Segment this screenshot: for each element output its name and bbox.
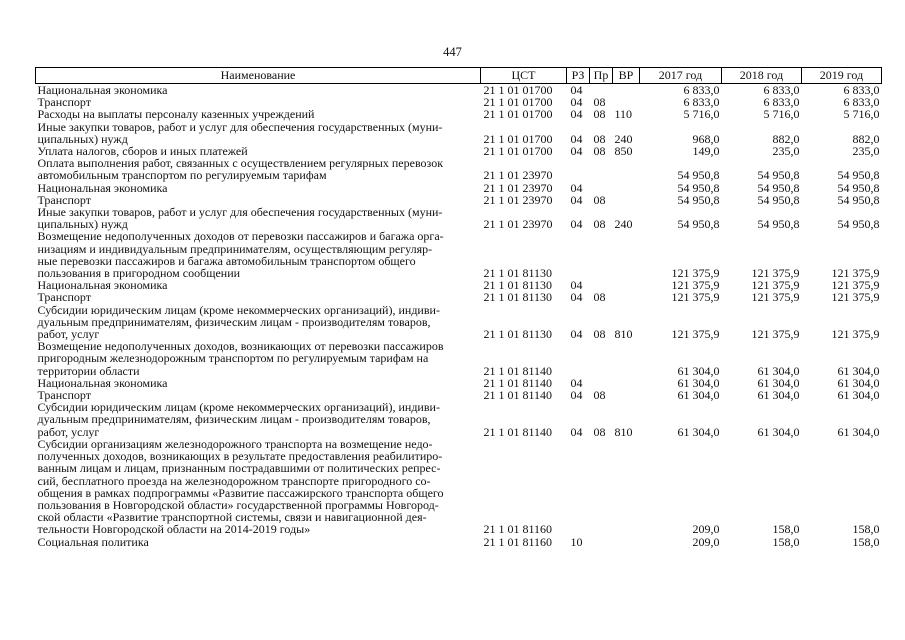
row-value-2017: 5 716,0 [683, 107, 720, 122]
row-cst: 21 1 01 23970 [483, 168, 553, 183]
row-vr: 810 [614, 327, 633, 342]
row-vr: 240 [614, 217, 633, 232]
header-pr: Пр [590, 68, 613, 84]
row-pr [590, 340, 613, 377]
row-value-2019: 54 950,8 [837, 180, 880, 195]
row-pr: 08 [593, 95, 606, 110]
row-value-2017: 61 304,0 [677, 388, 720, 403]
row-value-2017: 61 304,0 [677, 363, 720, 378]
row-value-2018: 54 950,8 [757, 217, 800, 232]
row-pr [590, 536, 613, 548]
row-value-2018: 54 950,8 [757, 168, 800, 183]
row-vr: 240 [614, 131, 633, 146]
table-row [36, 230, 882, 279]
row-value-2018: 61 304,0 [757, 388, 800, 403]
row-value-2019: 6 833,0 [843, 83, 880, 97]
row-cst: 21 1 01 81130 [483, 278, 553, 293]
row-rz: 04 [570, 375, 583, 390]
row-rz: 04 [570, 424, 583, 439]
row-name: Национальная экономика [37, 180, 168, 195]
row-cst: 21 1 01 23970 [483, 180, 553, 195]
row-value-2018: 121 375,9 [751, 327, 800, 342]
row-value-2019: 121 375,9 [831, 278, 880, 293]
row-value-2019: 54 950,8 [837, 217, 880, 232]
page-number: 447 [443, 45, 462, 59]
row-value-2017: 61 304,0 [677, 424, 720, 439]
row-cst: 21 1 01 81130 [483, 266, 553, 281]
table-row [36, 340, 882, 377]
row-vr [613, 438, 640, 536]
row-value-2017: 61 304,0 [677, 375, 720, 390]
row-cst: 21 1 01 01700 [483, 83, 553, 97]
row-value-2018: 6 833,0 [763, 83, 800, 97]
row-value-2019: 54 950,8 [837, 168, 880, 183]
row-value-2018: 121 375,9 [751, 266, 800, 281]
row-cst: 21 1 01 01700 [483, 95, 553, 110]
row-value-2018: 158,0 [772, 534, 800, 549]
header-2019: 2019 год [802, 68, 882, 84]
row-name: Субсидии юридическим лицам (кроме некоммерческих организаций), индиви- дуальным предпринимателям, физическим лицам - производителям товаров, работ, услуг [37, 302, 440, 342]
row-vr [613, 377, 640, 389]
row-pr [590, 230, 613, 279]
row-value-2018: 54 950,8 [757, 192, 800, 207]
table-row [36, 121, 882, 145]
table-row [36, 182, 882, 194]
row-value-2017: 6 833,0 [683, 83, 720, 97]
row-rz: 04 [570, 290, 583, 305]
row-value-2019: 121 375,9 [831, 290, 880, 305]
row-value-2017: 209,0 [692, 534, 720, 549]
table-row [36, 206, 882, 230]
row-cst: 21 1 01 81140 [483, 388, 553, 403]
row-value-2017: 121 375,9 [671, 327, 720, 342]
row-rz: 04 [570, 107, 583, 122]
row-name: Социальная политика [37, 534, 149, 549]
row-value-2017: 209,0 [692, 522, 720, 537]
row-value-2018: 6 833,0 [763, 95, 800, 110]
row-rz [567, 340, 590, 377]
row-value-2019: 121 375,9 [831, 266, 880, 281]
row-pr: 08 [593, 290, 606, 305]
row-pr [590, 182, 613, 194]
row-pr: 08 [593, 131, 606, 146]
row-rz: 04 [570, 131, 583, 146]
row-name: Национальная экономика [37, 278, 168, 293]
row-value-2017: 121 375,9 [671, 266, 720, 281]
row-pr [590, 438, 613, 536]
row-pr: 08 [593, 217, 606, 232]
row-vr [613, 340, 640, 377]
row-value-2017: 968,0 [692, 131, 720, 146]
row-vr [613, 230, 640, 279]
row-value-2019: 158,0 [852, 522, 880, 537]
row-name: Субсидии организациям железнодорожного транспорта на возмещение недо- полученных доходов, возникающих в результате предоставления реабилитиро- ванным лицам и лицам, признанным пострадавшими от политических репрес- сий, бесплатного проезда на железнодорожном транспорте пригородного со- общения в рамках подпрограммы «Развитие пассажирского транспорта общего пользования в Новгородской области» государственной программы Новгород- ской области «Развитие транспортной системы, связи и навигационной дея- тельности Новгородской области на 2014-2019 годы» [37, 436, 444, 537]
row-name: Транспорт [37, 95, 91, 110]
row-value-2018: 61 304,0 [757, 424, 800, 439]
row-value-2018: 5 716,0 [763, 107, 800, 122]
row-vr [613, 194, 640, 206]
row-value-2019: 61 304,0 [837, 424, 880, 439]
table-row [36, 536, 882, 548]
row-value-2018: 158,0 [772, 522, 800, 537]
row-value-2017: 54 950,8 [677, 217, 720, 232]
table-header-row [36, 68, 882, 84]
row-value-2019: 121 375,9 [831, 327, 880, 342]
row-name: Оплата выполнения работ, связанных с осуществлением регулярных перевозок автомобильным транспортом по регулируемым тарифам [37, 156, 444, 183]
header-cst: ЦСТ [481, 68, 567, 84]
row-pr: 08 [593, 107, 606, 122]
row-rz: 04 [570, 327, 583, 342]
table-row [36, 377, 882, 389]
row-rz: 04 [570, 192, 583, 207]
row-vr: 810 [614, 424, 633, 439]
table-row [36, 401, 882, 438]
table-row [36, 108, 882, 120]
row-vr [613, 389, 640, 401]
row-rz: 04 [570, 278, 583, 293]
row-cst: 21 1 01 23970 [483, 192, 553, 207]
row-rz: 04 [570, 83, 583, 97]
row-vr [613, 157, 640, 181]
row-value-2017: 54 950,8 [677, 180, 720, 195]
table-row [36, 157, 882, 181]
row-rz [567, 230, 590, 279]
table-row [36, 304, 882, 341]
row-value-2019: 158,0 [852, 534, 880, 549]
row-cst: 21 1 01 81140 [483, 363, 553, 378]
row-name: Национальная экономика [37, 83, 168, 97]
row-pr: 08 [593, 388, 606, 403]
row-value-2017: 54 950,8 [677, 192, 720, 207]
row-rz: 04 [570, 388, 583, 403]
row-rz [567, 438, 590, 536]
row-pr [590, 157, 613, 181]
table-row [36, 438, 882, 536]
row-cst: 21 1 01 81140 [483, 424, 553, 439]
row-cst: 21 1 01 81130 [483, 327, 553, 342]
row-rz: 04 [570, 95, 583, 110]
budget-table [35, 67, 882, 548]
row-cst: 21 1 01 23970 [483, 217, 553, 232]
row-vr [613, 182, 640, 194]
row-cst: 21 1 01 01700 [483, 131, 553, 146]
row-rz: 04 [570, 144, 583, 159]
row-rz: 04 [570, 217, 583, 232]
row-name: Транспорт [37, 290, 91, 305]
row-name: Транспорт [37, 388, 91, 403]
row-pr: 08 [593, 144, 606, 159]
row-cst: 21 1 01 01700 [483, 144, 553, 159]
row-pr: 08 [593, 327, 606, 342]
header-2017: 2017 год [640, 68, 722, 84]
row-value-2017: 121 375,9 [671, 290, 720, 305]
row-name: Национальная экономика [37, 375, 168, 390]
row-cst: 21 1 01 81140 [483, 375, 553, 390]
row-cst: 21 1 01 81130 [483, 290, 553, 305]
row-value-2019: 882,0 [852, 131, 880, 146]
row-value-2018: 121 375,9 [751, 278, 800, 293]
row-value-2018: 121 375,9 [751, 290, 800, 305]
row-value-2018: 882,0 [772, 131, 800, 146]
row-value-2017: 6 833,0 [683, 95, 720, 110]
row-value-2018: 235,0 [772, 144, 800, 159]
header-name: Наименование [36, 68, 481, 84]
row-value-2019: 61 304,0 [837, 363, 880, 378]
row-rz: 10 [570, 534, 583, 549]
header-rz: РЗ [567, 68, 590, 84]
row-value-2018: 61 304,0 [757, 363, 800, 378]
row-value-2019: 235,0 [852, 144, 880, 159]
row-vr: 110 [614, 107, 633, 122]
row-value-2019: 61 304,0 [837, 388, 880, 403]
row-value-2017: 121 375,9 [671, 278, 720, 293]
table-row [36, 84, 882, 97]
row-vr [613, 84, 640, 97]
row-name: Уплата налогов, сборов и иных платежей [37, 144, 248, 159]
row-value-2019: 5 716,0 [843, 107, 880, 122]
row-value-2017: 149,0 [692, 144, 720, 159]
row-vr [613, 279, 640, 291]
header-vr: ВР [613, 68, 640, 84]
row-pr: 08 [593, 424, 606, 439]
header-2018: 2018 год [722, 68, 802, 84]
row-value-2017: 54 950,8 [677, 168, 720, 183]
row-vr [613, 536, 640, 548]
row-pr: 08 [593, 192, 606, 207]
row-cst: 21 1 01 01700 [483, 107, 553, 122]
row-name: Возмещение недополученных доходов, возникающих от перевозки пассажиров пригородным железнодорожным транспортом по регулируемым тарифам на территории области [37, 339, 444, 378]
row-value-2019: 61 304,0 [837, 375, 880, 390]
row-name: Расходы на выплаты персоналу казенных учреждений [37, 107, 315, 122]
row-rz [567, 157, 590, 181]
row-value-2019: 6 833,0 [843, 95, 880, 110]
row-vr: 850 [614, 144, 633, 159]
row-name: Транспорт [37, 192, 91, 207]
row-name: Субсидии юридическим лицам (кроме некоммерческих организаций), индиви- дуальным предпринимателям, физическим лицам - производителям товаров, работ, услуг [37, 400, 440, 439]
row-value-2018: 54 950,8 [757, 180, 800, 195]
table-row [36, 291, 882, 303]
row-value-2018: 61 304,0 [757, 375, 800, 390]
row-name: Иные закупки товаров, работ и услуг для обеспечения государственных (муни- ципальных) нужд [37, 119, 443, 146]
row-vr [613, 291, 640, 303]
row-name: Возмещение недополученных доходов от перевозки пассажиров и багажа орга- низациям и индивидуальным предпринимателям, осуществляющим регуляр- ные перевозки пассажиров и багажа автомобильным транспортом общего пользования в пригородном сообщении [37, 229, 444, 281]
row-value-2019: 54 950,8 [837, 192, 880, 207]
row-cst: 21 1 01 81160 [483, 534, 553, 549]
row-cst: 21 1 01 81160 [483, 522, 553, 537]
row-rz: 04 [570, 180, 583, 195]
row-name: Иные закупки товаров, работ и услуг для обеспечения государственных (муни- ципальных) нужд [37, 205, 443, 232]
